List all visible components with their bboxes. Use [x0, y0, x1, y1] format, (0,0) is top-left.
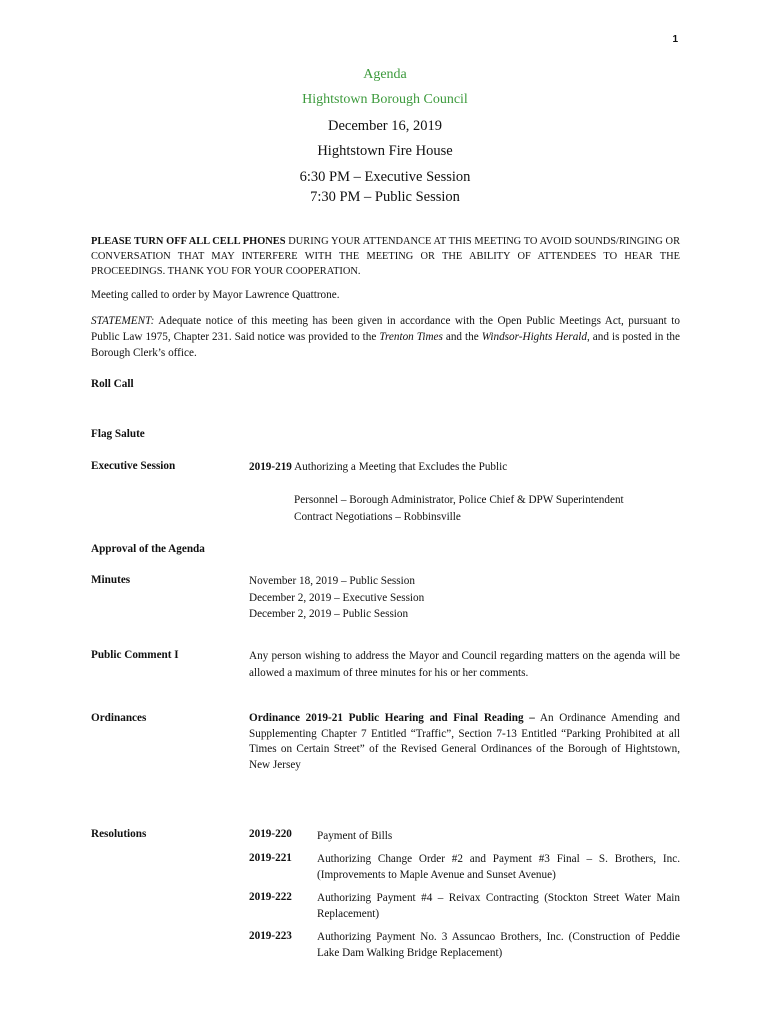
- executive-session-title: Authorizing a Meeting that Excludes the Public: [291, 461, 508, 473]
- agenda-heading: Agenda: [363, 67, 407, 82]
- resolution-number: 2019-220: [249, 828, 292, 840]
- executive-session-label: Executive Session: [91, 460, 176, 472]
- resolution-text: Payment of Bills: [317, 830, 393, 842]
- minutes-label: Minutes: [91, 574, 131, 586]
- executive-session-item: Contract Negotiations – Robbinsville: [294, 511, 461, 523]
- minutes-item: December 2, 2019 – Executive Session: [249, 592, 425, 604]
- ordinance-entry: [249, 711, 680, 773]
- executive-session-item: Personnel – Borough Administrator, Police Chief & DPW Superintendent: [294, 494, 624, 506]
- flag-salute-heading: Flag Salute: [91, 428, 145, 440]
- statement-part1: Adequate notice of this meeting has been given in accordance with the Open Public Meetings Act, pursuant to Public Law 1975, Chapter 231. Said notice was provided to the: [91, 315, 680, 343]
- council-heading: Hightstown Borough Council: [302, 92, 468, 107]
- meeting-date: December 16, 2019: [328, 118, 442, 134]
- resolution-number: 2019-222: [249, 891, 292, 903]
- notice-bold: PLEASE TURN OFF ALL CELL PHONES: [91, 236, 286, 247]
- cell-phone-notice: [91, 234, 680, 279]
- notice-text: DURING YOUR ATTENDANCE AT THIS MEETING TO AVOID SOUNDS/RINGING OR CONVERSATION THAT MAY INTERFERE WITH THE MEETING OR THE ABILITY OF ATTENDEES TO HEAR THE PROCEEDINGS. THANK YOU FOR YOUR COOPERATION.: [91, 236, 680, 277]
- executive-session-resolution: [249, 459, 680, 476]
- minutes-item: December 2, 2019 – Public Session: [249, 608, 409, 620]
- statement-paragraph: [91, 313, 680, 361]
- statement-part3: , and is posted in the Borough Clerk’s office.: [91, 331, 680, 359]
- resolution-text: Authorizing Payment #4 – Reivax Contracting (Stockton Street Water Main Replacement): [317, 892, 680, 920]
- resolution-text: Authorizing Payment No. 3 Assuncao Brothers, Inc. (Construction of Peddie Lake Dam Walking Bridge Replacement): [317, 931, 680, 959]
- statement-paper2: Windsor-Hights Herald: [481, 331, 588, 343]
- statement-label: STATEMENT:: [91, 315, 155, 327]
- minutes-item: November 18, 2019 – Public Session: [249, 575, 415, 587]
- roll-call-heading: Roll Call: [91, 378, 134, 390]
- resolution-number: 2019-223: [249, 930, 292, 942]
- ordinances-label: Ordinances: [91, 712, 147, 724]
- statement-part2: and the: [442, 331, 482, 343]
- executive-session-number: 2019-219: [249, 461, 292, 473]
- meeting-location: Hightstown Fire House: [317, 143, 453, 159]
- page-number: 1: [672, 34, 678, 45]
- public-session-time: 7:30 PM – Public Session: [310, 189, 460, 205]
- ordinance-title: Ordinance 2019-21 Public Hearing and Final Reading –: [249, 712, 535, 724]
- resolution-number: 2019-221: [249, 852, 292, 864]
- public-comment-text: Any person wishing to address the Mayor and Council regarding matters on the agenda will be allowed a maximum of three minutes for his or her comments.: [249, 650, 680, 679]
- statement-paper1: Trenton Times: [379, 331, 443, 343]
- resolutions-label: Resolutions: [91, 828, 147, 840]
- called-to-order: Meeting called to order by Mayor Lawrence Quattrone.: [91, 289, 340, 301]
- resolution-text: Authorizing Change Order #2 and Payment #3 Final – S. Brothers, Inc. (Improvements to Maple Avenue and Sunset Avenue): [317, 853, 680, 881]
- approval-heading: Approval of the Agenda: [91, 543, 205, 555]
- public-comment-label: Public Comment I: [91, 649, 179, 661]
- ordinance-text: An Ordinance Amending and Supplementing Chapter 7 Entitled “Traffic”, Section 7-13 Entitled “Parking Prohibited at all Times on Certain Street” of the Revised General Ordinances of the Borough of Hightstown, New Jersey: [249, 712, 680, 771]
- executive-session-time: 6:30 PM – Executive Session: [299, 169, 471, 185]
